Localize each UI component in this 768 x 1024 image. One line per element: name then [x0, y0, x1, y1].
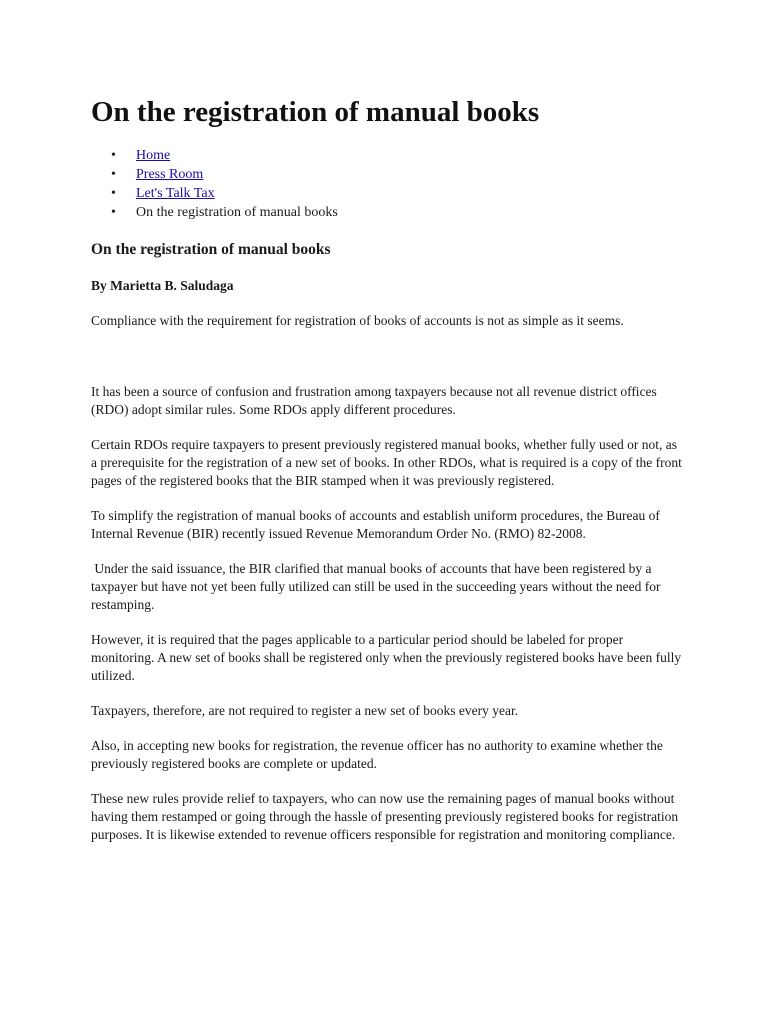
article-paragraph: Certain RDOs require taxpayers to present previously registered manual books, whether fully used or not, as a prerequisite for the registration of a new set of books. In other RDOs, what is required is a copy of the front pages of the registered books that the BIR stamped when it was previously registered.: [91, 437, 682, 488]
article-subtitle: On the registration of manual books: [91, 241, 331, 258]
bullet-icon: •: [111, 167, 116, 182]
article-paragraph: Also, in accepting new books for registration, the revenue officer has no authority to examine whether the previously registered books are complete or updated.: [91, 738, 663, 771]
breadcrumb-item-home: [91, 146, 682, 165]
article-byline: By Marietta B. Saludaga: [91, 278, 234, 293]
article-paragraph: Taxpayers, therefore, are not required to register a new set of books every year.: [91, 703, 519, 718]
article-paragraph: These new rules provide relief to taxpayers, who can now use the remaining pages of manual books without having them restamped or going through the hassle of presenting previously registered books for registration purposes. It is likewise extended to revenue officers responsible for registration and monitoring compliance.: [91, 791, 679, 842]
article-paragraph: Compliance with the requirement for registration of books of accounts is not as simple as it seems.: [91, 313, 624, 328]
breadcrumb-item-press-room: [91, 165, 682, 184]
article-paragraph: To simplify the registration of manual books of accounts and establish uniform procedures, the Bureau of Internal Revenue (BIR) recently issued Revenue Memorandum Order No. (RMO) 82-2008.: [91, 508, 660, 541]
bullet-icon: •: [111, 205, 116, 220]
breadcrumb-current-label: On the registration of manual books: [136, 205, 338, 220]
breadcrumb-link-press-room[interactable]: Press Room: [136, 167, 204, 182]
page-title: On the registration of manual books: [91, 96, 540, 128]
article-paragraph: It has been a source of confusion and frustration among taxpayers because not all revenue district offices (RDO) adopt similar rules. Some RDOs apply different procedures.: [91, 384, 657, 417]
breadcrumb: [91, 146, 682, 222]
breadcrumb-link-lets-talk-tax[interactable]: Let's Talk Tax: [136, 186, 215, 201]
bullet-icon: •: [111, 186, 116, 201]
article-paragraph: However, it is required that the pages applicable to a particular period should be labeled for proper monitoring. A new set of books shall be registered only when the previously registered books have been fully utilized.: [91, 632, 682, 683]
breadcrumb-link-home[interactable]: Home: [136, 148, 171, 163]
article-paragraph: Under the said issuance, the BIR clarified that manual books of accounts that have been registered by a taxpayer but have not yet been fully utilized can still be used in the succeeding years without the need for restamping.: [91, 561, 664, 612]
bullet-icon: •: [111, 148, 116, 163]
breadcrumb-item-current: [91, 203, 682, 222]
breadcrumb-item-lets-talk-tax: [91, 184, 682, 203]
